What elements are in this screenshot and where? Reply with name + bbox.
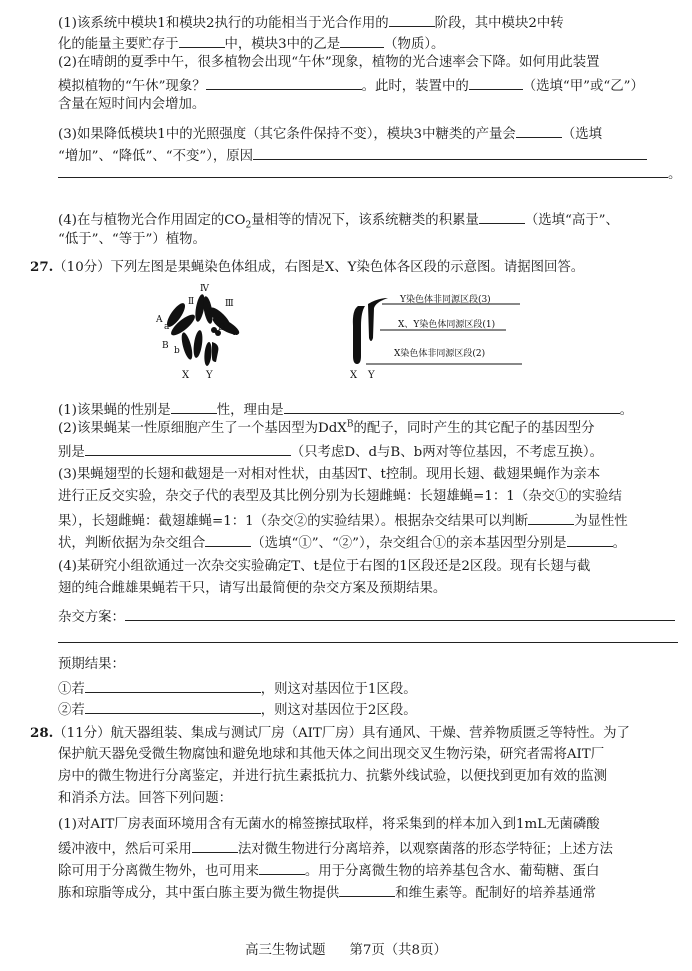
q26-part2-line2	[58, 75, 678, 96]
q26-part4-line2	[58, 231, 678, 249]
period	[668, 166, 684, 184]
text: (1)该系统中模块1和模块2执行的功能相当于光合作用的	[58, 16, 389, 31]
label-b-cap: B	[162, 341, 169, 351]
text: 保护航天器免受微生物腐蚀和避免地球和其他天体之间出现交叉生物污染，研究者需将AIT厂	[58, 747, 605, 762]
answer-blank[interactable]	[171, 399, 217, 414]
footer-subject: 高三生物试题	[245, 943, 326, 958]
region1-label: X、Y染色体同源区段(1)	[398, 320, 496, 330]
q27-part4-line1	[58, 558, 678, 576]
xy-region-figure	[340, 286, 540, 382]
answer-blank[interactable]	[479, 209, 525, 224]
text: 的配子，同时产生的其它配子的基因型分	[353, 421, 595, 436]
answer-blank[interactable]	[528, 510, 574, 525]
text: （10分）下列左图是果蝇染色体组成，右图是X、Y染色体各区段的示意图。请据图回答。	[53, 260, 585, 275]
label-d-cap: D	[218, 323, 226, 333]
q28-part1-line4	[58, 882, 678, 903]
q27-part2-line1	[58, 420, 678, 438]
answer-blank[interactable]	[179, 33, 225, 48]
text: 含量在短时间内会增加。	[58, 97, 206, 112]
region2-label: X染色体非同源区段(2)	[394, 349, 486, 359]
text: 胨和琼脂等成分，其中蛋白胨主要为微生物提供	[58, 886, 340, 901]
text: 法对微生物进行分离培养，以观察菌落的形态学特征；上述方法	[237, 842, 613, 857]
footer-page-number: 第7页（共8页）	[349, 943, 447, 958]
text: 性，理由是	[216, 403, 284, 418]
text: 预期结果：	[58, 657, 125, 672]
answer-blank[interactable]	[339, 882, 395, 897]
q28-stem-line2	[58, 746, 678, 764]
q28-stem-line4	[58, 790, 678, 808]
answer-blank[interactable]	[284, 399, 620, 414]
q27-part3-line2	[58, 488, 678, 506]
text: (1)该果蝇的性别是	[58, 403, 171, 418]
text: 别是	[58, 445, 85, 460]
text: (3)果蝇翅型的长翅和截翅是一对相对性状，由基因T、t控制。现用长翅、截翅果蝇作为亲本	[58, 467, 601, 482]
answer-blank[interactable]	[340, 33, 384, 48]
q26-part3-line2	[58, 145, 678, 166]
label-a-cap: A	[156, 315, 163, 325]
q27-result2	[58, 699, 678, 720]
text: 和维生素等。配制好的培养基通常	[395, 886, 597, 901]
q26-part2-line3	[58, 96, 678, 114]
text: 。	[619, 403, 634, 418]
question-number: 28.	[30, 725, 54, 741]
answer-blank[interactable]	[85, 699, 261, 714]
label-b-low: b	[174, 346, 180, 356]
answer-blank[interactable]	[567, 532, 613, 547]
text: (4)在与植物光合作用固定的CO	[58, 213, 246, 228]
answer-blank[interactable]	[516, 123, 562, 138]
q28-part1-line3	[58, 860, 678, 881]
text: （选填“甲”或“乙”）	[522, 79, 644, 94]
text: （物质）。	[384, 37, 445, 52]
answer-blank[interactable]	[259, 860, 305, 875]
label-ii: Ⅱ	[188, 297, 195, 307]
q27-expect	[58, 656, 678, 674]
text: 果），长翅雌蝇：截翅雄蝇=1：1（杂交②的实验结果）。根据杂交结果可以判断	[58, 514, 529, 529]
answer-line[interactable]	[58, 642, 678, 643]
subscript: 2	[245, 220, 252, 231]
text: ②若	[58, 703, 85, 718]
text: “增加”、“降低”、“不变”），原因	[58, 149, 254, 164]
text: ，则这对基因位于2区段。	[260, 703, 417, 718]
answer-blank[interactable]	[205, 532, 251, 547]
q28-part1-line2	[58, 838, 678, 859]
q27-part3-line1	[58, 466, 678, 484]
text: 。	[668, 167, 682, 182]
text: 阶段，其中模块2中转	[434, 16, 564, 31]
text: ①若	[58, 682, 85, 697]
text: （选填“①”、“②”），杂交组合①的亲本基因型分别是	[251, 536, 567, 551]
answer-blank[interactable]	[125, 606, 675, 621]
text: （只考虑D、d与B、b两对等位基因，不考虑互换）。	[290, 445, 604, 460]
answer-blank[interactable]	[253, 145, 647, 160]
q27-part3-line4	[58, 532, 678, 553]
text: 。用于分离微生物的培养基包含水、葡萄糖、蛋白	[304, 864, 600, 879]
label-y: Y	[206, 370, 213, 381]
text: (1)对AIT厂房表面环境用含有无菌水的棉签擦拭取样，将采集到的样本加入到1mL无菌磷酸	[58, 817, 600, 832]
region3-label: Y染色体非同源区段(3)	[400, 295, 491, 305]
text: 房中的微生物进行分离鉴定，并进行抗生素抵抗力、抗紫外线试验，以便找到更加有效的监测	[58, 769, 608, 784]
text: (2)在晴朗的夏季中午，很多植物会出现“午休”现象，植物的光合速率会下降。如何用此装置	[58, 55, 600, 70]
text: (3)如果降低模块1中的光照强度（其它条件保持不变），模块3中糖类的产量会	[58, 127, 516, 142]
text: 缓冲液中，然后可采用	[58, 842, 192, 857]
q26-part4-line1	[58, 209, 678, 230]
q28-stem-line3	[58, 768, 678, 786]
label-d-low: d	[232, 328, 238, 338]
q27-part3-line3	[58, 510, 678, 531]
text: 。	[612, 536, 626, 551]
text: 中，模块3中的乙是	[224, 37, 341, 52]
q28-stem-line1	[30, 724, 650, 743]
text: ，则这对基因位于1区段。	[260, 682, 417, 697]
q27-stem	[30, 258, 650, 277]
q26-part1-line2	[58, 33, 678, 54]
text: (4)某研究小组欲通过一次杂交实验确定T、t是位于右图的1区段还是2区段。现有长翅与截	[58, 559, 591, 574]
q27-part2-line2	[58, 441, 678, 462]
answer-line[interactable]	[58, 177, 668, 178]
text: （选填	[561, 127, 602, 142]
answer-blank[interactable]	[192, 838, 238, 853]
page-footer	[0, 939, 692, 958]
answer-blank[interactable]	[206, 75, 362, 90]
answer-blank[interactable]	[469, 75, 523, 90]
q26-part2-line1	[58, 54, 678, 72]
label-x: X	[182, 370, 190, 381]
text: 翅的纯合雌雄果蝇若干只，请写出最简便的杂交方案及预期结果。	[58, 581, 447, 596]
text: 状，判断依据为杂交组合	[58, 536, 206, 551]
q26-part3-line1	[58, 123, 678, 144]
text: 量相等的情况下，该系统糖类的积累量	[251, 213, 479, 228]
fly-chromosome-figure	[148, 282, 258, 382]
label-iv: Ⅳ	[200, 284, 209, 294]
label-x: X	[350, 370, 358, 381]
question-number: 27.	[30, 259, 54, 275]
q27-result1	[58, 678, 678, 699]
q28-part1-line1	[58, 816, 678, 834]
text: 和消杀方法。回答下列问题：	[58, 791, 233, 806]
text: （选填“高于”、	[524, 213, 619, 228]
q27-scheme	[58, 606, 678, 627]
q27-part1	[58, 399, 678, 420]
label-a-low: a	[164, 322, 170, 332]
text: 除可用于分离微生物外，也可用来	[58, 864, 259, 879]
text: “低于”、“等于”）植物。	[58, 232, 206, 247]
text: (2)该果蝇某一性原细胞产生了一个基因型为DdX	[58, 421, 347, 436]
q27-part4-line2	[58, 580, 678, 598]
text: 进行正反交实验，杂交子代的表型及其比例分别为长翅雌蝇：长翅雄蝇=1：1（杂交①的实验结	[58, 489, 622, 504]
label-iii: Ⅲ	[225, 299, 234, 309]
answer-blank[interactable]	[389, 12, 435, 27]
text: 。此时，装置中的	[361, 79, 469, 94]
text: 为显性性	[574, 514, 628, 529]
text: 化的能量主要贮存于	[58, 37, 179, 52]
text: （11分）航天器组装、集成与测试厂房（AIT厂房）具有通风、干燥、营养物质匮乏等特性。为了	[53, 726, 630, 741]
text: 杂交方案：	[58, 610, 125, 625]
label-y: Y	[368, 370, 375, 381]
answer-blank[interactable]	[85, 441, 291, 456]
superscript: B	[346, 419, 354, 430]
q26-part1-line1	[58, 12, 678, 33]
text: 模拟植物的“午休”现象？	[58, 79, 206, 94]
answer-blank[interactable]	[85, 678, 261, 693]
